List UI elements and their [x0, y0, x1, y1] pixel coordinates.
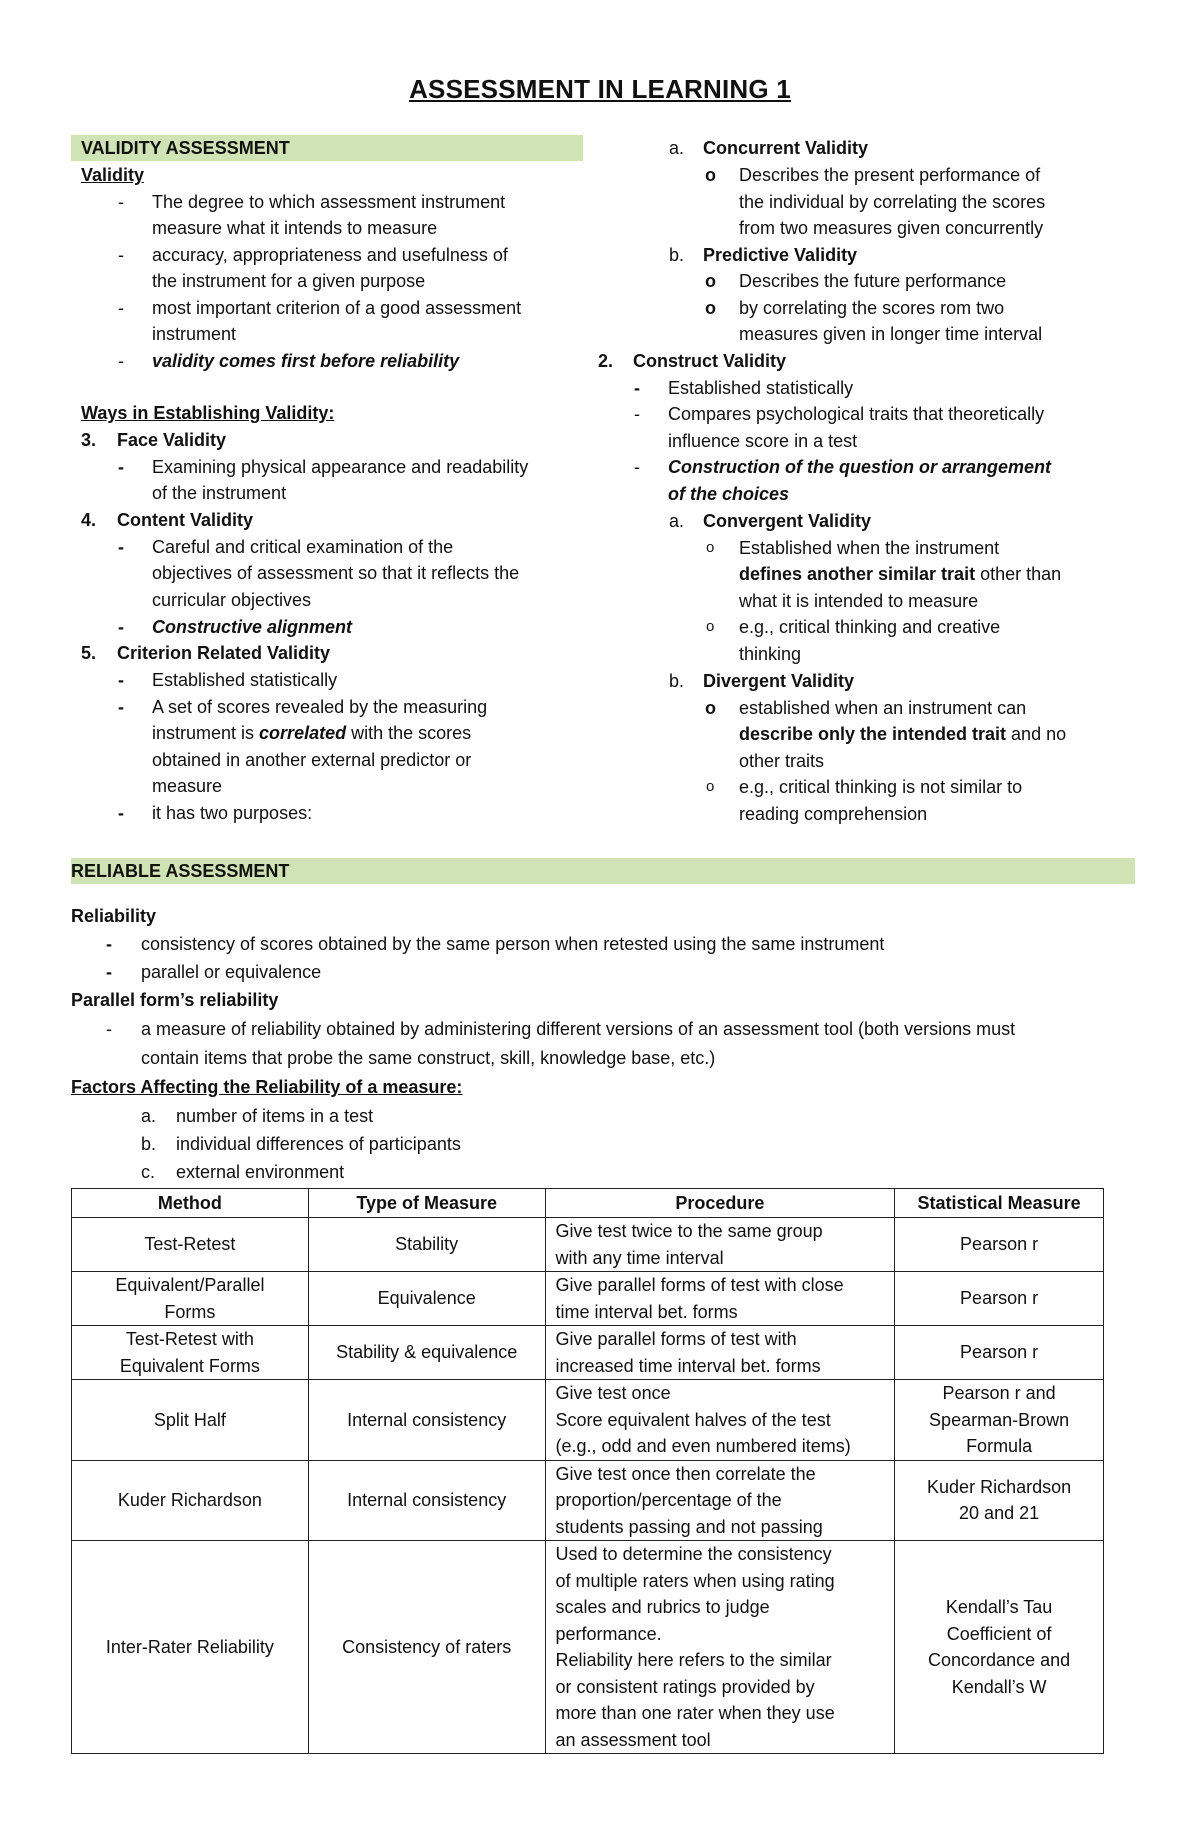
- cell-type: Internal consistency: [308, 1380, 545, 1461]
- predictive-2b: measures given in longer time interval: [739, 324, 1043, 344]
- predictive-validity-heading: Predictive Validity: [703, 245, 858, 265]
- convergent-1b: [739, 561, 1061, 587]
- cell-statistic: Pearson r: [895, 1272, 1104, 1326]
- table-row: [72, 1541, 1104, 1754]
- content-number: 4.: [81, 510, 97, 530]
- cell-type: Stability: [308, 1218, 545, 1272]
- reliable-section-header: RELIABLE ASSESSMENT: [71, 858, 1135, 884]
- criterion-2b-post: with the scores: [346, 723, 472, 743]
- cell-statistic: Kendall’s Tau Coefficient of Concordance and Kendall’s W: [895, 1541, 1104, 1754]
- concurrent-1b: the individual by correlating the scores: [739, 192, 1046, 212]
- reliability-methods-table: [71, 1188, 1104, 1754]
- divergent-letter: b.: [669, 671, 685, 691]
- cell-procedure: Give test twice to the same group with any time interval: [545, 1218, 895, 1272]
- convergent-2b: thinking: [739, 644, 802, 664]
- face-number: 3.: [81, 430, 97, 450]
- reliability-2: parallel or equivalence: [141, 962, 322, 982]
- validity-def-1a: The degree to which assessment instrument: [152, 192, 506, 212]
- construct-number: 2.: [598, 351, 614, 371]
- convergent-2a: e.g., critical thinking and creative: [739, 617, 1001, 637]
- dash-bullet: -: [634, 378, 640, 398]
- table-header-row: [72, 1189, 1104, 1218]
- dash-bullet: -: [118, 537, 124, 557]
- predictive-2a: by correlating the scores rom two: [739, 298, 1005, 318]
- factor-a-letter: a.: [141, 1106, 157, 1126]
- o-bullet: o: [705, 698, 716, 718]
- o-bullet: o: [705, 298, 716, 318]
- concurrent-1c: from two measures given concurrently: [739, 218, 1044, 238]
- dash-bullet: -: [118, 457, 124, 477]
- cell-statistic: Pearson r and Spearman-Brown Formula: [895, 1380, 1104, 1461]
- criterion-validity-heading: Criterion Related Validity: [117, 643, 331, 663]
- convergent-letter: a.: [669, 511, 685, 531]
- face-validity-heading: Face Validity: [117, 430, 227, 450]
- convergent-1b-post: other than: [975, 564, 1062, 584]
- cell-method: Equivalent/Parallel Forms: [72, 1272, 309, 1326]
- dash-bullet: -: [118, 617, 124, 637]
- table-row: [72, 1218, 1104, 1272]
- factors-heading: Factors Affecting the Reliability of a measure:: [71, 1077, 463, 1097]
- convergent-1c: what it is intended to measure: [739, 591, 979, 611]
- cell-method: Inter-Rater Reliability: [72, 1541, 309, 1754]
- dash-bullet: -: [634, 404, 640, 424]
- validity-def-2b: the instrument for a given purpose: [152, 271, 426, 291]
- dash-bullet: -: [118, 192, 124, 212]
- o-bullet: o: [706, 778, 715, 795]
- divergent-1b-post: and no: [1006, 724, 1067, 744]
- predictive-letter: b.: [669, 245, 685, 265]
- criterion-2a: A set of scores revealed by the measuring: [152, 697, 488, 717]
- parallel-term: Parallel form’s reliability: [71, 990, 279, 1010]
- criterion-number: 5.: [81, 643, 97, 663]
- factor-a: number of items in a test: [176, 1106, 374, 1126]
- construct-2a: Compares psychological traits that theoretically: [668, 404, 1045, 424]
- col-header-type: Type of Measure: [308, 1189, 545, 1218]
- concurrent-letter: a.: [669, 138, 685, 158]
- factor-b-letter: b.: [141, 1134, 157, 1154]
- cell-procedure: Give parallel forms of test with close time interval bet. forms: [545, 1272, 895, 1326]
- divergent-1b-emphasis: describe only the intended trait: [739, 724, 1007, 744]
- content-2: Constructive alignment: [152, 617, 353, 637]
- factor-b: individual differences of participants: [176, 1134, 461, 1154]
- divergent-1a: established when an instrument can: [739, 698, 1027, 718]
- criterion-2b-emphasis: correlated: [259, 723, 347, 743]
- dash-bullet: -: [118, 245, 124, 265]
- table-row: [72, 1460, 1104, 1541]
- ways-heading: Ways in Establishing Validity:: [81, 403, 335, 423]
- validity-def-4: validity comes first before reliability: [152, 351, 460, 371]
- dash-bullet: -: [118, 803, 124, 823]
- cell-statistic: Pearson r: [895, 1218, 1104, 1272]
- cell-procedure: Give parallel forms of test with increased time interval bet. forms: [545, 1326, 895, 1380]
- cell-type: Equivalence: [308, 1272, 545, 1326]
- content-validity-heading: Content Validity: [117, 510, 254, 530]
- divergent-1c: other traits: [739, 751, 825, 771]
- cell-procedure: Used to determine the consistency of multiple raters when using rating scales and rubrics to judge performance. Reliability here refers to the similar or consistent ratings provided by more than one rater when they use an assessment tool: [545, 1541, 895, 1754]
- cell-method: Test-Retest: [72, 1218, 309, 1272]
- o-bullet: o: [706, 618, 715, 635]
- col-header-statistic: Statistical Measure: [895, 1189, 1104, 1218]
- divergent-validity-heading: Divergent Validity: [703, 671, 855, 691]
- divergent-2a: e.g., critical thinking is not similar to: [739, 777, 1023, 797]
- dash-bullet: -: [118, 298, 124, 318]
- criterion-2d: measure: [152, 776, 223, 796]
- criterion-1: Established statistically: [152, 670, 338, 690]
- divergent-1b: [739, 721, 1066, 747]
- concurrent-validity-heading: Concurrent Validity: [703, 138, 869, 158]
- convergent-1b-emphasis: defines another similar trait: [739, 564, 976, 584]
- dash-bullet: -: [106, 934, 112, 954]
- face-1b: of the instrument: [152, 483, 287, 503]
- validity-def-3b: instrument: [152, 324, 237, 344]
- page-title: ASSESSMENT IN LEARNING 1: [409, 74, 791, 104]
- criterion-2b: [152, 720, 471, 746]
- convergent-validity-heading: Convergent Validity: [703, 511, 872, 531]
- o-bullet: o: [706, 539, 715, 556]
- construct-3a: Construction of the question or arrangement: [668, 457, 1052, 477]
- o-bullet: o: [705, 271, 716, 291]
- col-header-method: Method: [72, 1189, 309, 1218]
- cell-statistic: Pearson r: [895, 1326, 1104, 1380]
- dash-bullet: -: [106, 1019, 112, 1039]
- col-header-procedure: Procedure: [545, 1189, 895, 1218]
- cell-procedure: Give test once Score equivalent halves of the test (e.g., odd and even numbered items): [545, 1380, 895, 1461]
- content-1b: objectives of assessment so that it reflects the: [152, 563, 520, 583]
- table-row: [72, 1380, 1104, 1461]
- dash-bullet: -: [634, 457, 640, 477]
- validity-def-1b: measure what it intends to measure: [152, 218, 438, 238]
- validity-def-3a: most important criterion of a good assessment: [152, 298, 522, 318]
- construct-validity-heading: Construct Validity: [633, 351, 787, 371]
- concurrent-1a: Describes the present performance of: [739, 165, 1041, 185]
- dash-bullet: -: [118, 697, 124, 717]
- criterion-2b-pre: instrument is: [152, 723, 260, 743]
- table-row: [72, 1326, 1104, 1380]
- cell-type: Internal consistency: [308, 1460, 545, 1541]
- criterion-2c: obtained in another external predictor or: [152, 750, 472, 770]
- cell-type: Consistency of raters: [308, 1541, 545, 1754]
- factor-c-letter: c.: [141, 1162, 156, 1182]
- face-1a: Examining physical appearance and readability: [152, 457, 529, 477]
- convergent-1a: Established when the instrument: [739, 538, 1000, 558]
- parallel-1a: a measure of reliability obtained by administering different versions of an assessment tool (both versions must: [141, 1019, 1016, 1039]
- dash-bullet: -: [118, 670, 124, 690]
- validity-def-2a: accuracy, appropriateness and usefulness of: [152, 245, 508, 265]
- divergent-2b: reading comprehension: [739, 804, 928, 824]
- dash-bullet: -: [106, 962, 112, 982]
- cell-method: Test-Retest with Equivalent Forms: [72, 1326, 309, 1380]
- validity-term: Validity: [81, 165, 145, 185]
- predictive-1: Describes the future performance: [739, 271, 1007, 291]
- factor-c: external environment: [176, 1162, 345, 1182]
- cell-method: Kuder Richardson: [72, 1460, 309, 1541]
- table-row: [72, 1272, 1104, 1326]
- o-bullet: o: [705, 165, 716, 185]
- content-1a: Careful and critical examination of the: [152, 537, 454, 557]
- cell-procedure: Give test once then correlate the proportion/percentage of the students passing and not passing: [545, 1460, 895, 1541]
- validity-section-header: VALIDITY ASSESSMENT: [71, 135, 583, 161]
- reliability-term: Reliability: [71, 906, 157, 926]
- construct-1: Established statistically: [668, 378, 854, 398]
- construct-3b: of the choices: [668, 484, 790, 504]
- construct-2b: influence score in a test: [668, 431, 858, 451]
- criterion-3: it has two purposes:: [152, 803, 313, 823]
- cell-type: Stability & equivalence: [308, 1326, 545, 1380]
- content-1c: curricular objectives: [152, 590, 312, 610]
- parallel-1b: contain items that probe the same construct, skill, knowledge base, etc.): [141, 1048, 716, 1068]
- reliability-1: consistency of scores obtained by the same person when retested using the same instrument: [141, 934, 885, 954]
- cell-statistic: Kuder Richardson 20 and 21: [895, 1460, 1104, 1541]
- dash-bullet: -: [118, 351, 124, 371]
- cell-method: Split Half: [72, 1380, 309, 1461]
